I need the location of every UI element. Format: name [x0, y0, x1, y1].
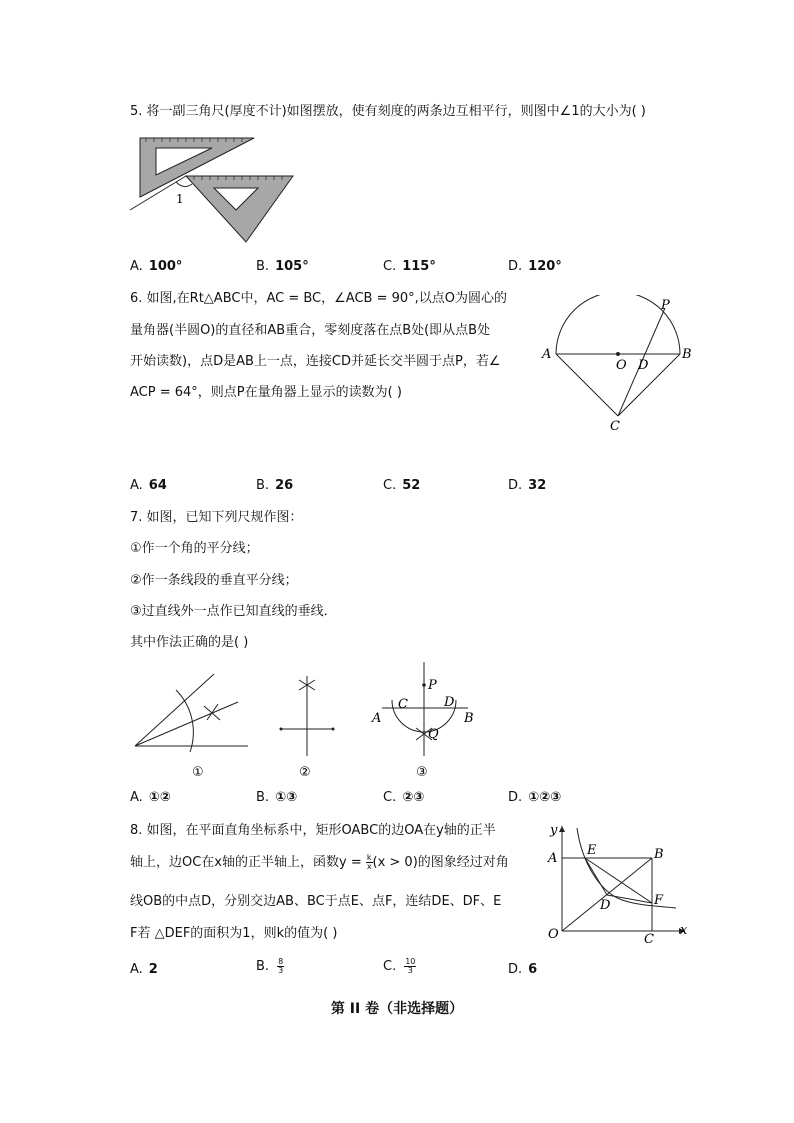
q8-option-d[interactable]: D. 6	[508, 962, 538, 977]
q7-label-b: B	[464, 711, 474, 726]
q5-stem: 5. 将一副三角尺(厚度不计)如图摆放，使有刻度的两条边互相平行，则图中∠1的大小为( )	[130, 104, 646, 119]
q6-line-4: ACP = 64°，则点P在量角器上显示的读数为( )	[130, 385, 402, 400]
q6-label-o: O	[616, 358, 627, 373]
q6-line-2: 量角器(半圆O)的直径和AB重合，零刻度落在点B处(即从点B处	[130, 323, 491, 338]
q7-line-4: ③过直线外一点作已知直线的垂线．	[130, 604, 337, 619]
q6-label-d: D	[638, 358, 649, 373]
section-title: 第 II 卷（非选择题）	[330, 1001, 464, 1017]
q5-option-a[interactable]: A. 100°	[130, 259, 183, 274]
q8-line-2: 轴上，边OC在x轴的正半轴上，函数y = $\frac{k}{x}$ (x > 0)的图象经过对角	[130, 853, 509, 871]
q8-line-3: 线OB的中点D，分别交边AB、BC于点E、点F，连结DE、DF、E	[130, 894, 502, 909]
q8-option-b[interactable]: B. $\frac{8}{3}$	[256, 957, 284, 975]
q7-option-b[interactable]: B. ①③	[256, 790, 298, 805]
q7-line-5: 其中作法正确的是( )	[130, 635, 249, 650]
q5-angle-label: 1	[176, 192, 184, 206]
q8-line-1: 8. 如图，在平面直角坐标系中，矩形OABC的边OA在y轴的正半	[130, 823, 496, 838]
q8-label-b: B	[654, 847, 664, 862]
q6-option-a[interactable]: A. 64	[130, 478, 167, 493]
q8-label-c: C	[644, 932, 654, 946]
q6-protractor-figure	[538, 295, 698, 435]
q7-figure-2-label: ②	[299, 765, 311, 780]
q8-label-f: F	[654, 893, 664, 908]
q7-option-d[interactable]: D. ①②③	[508, 790, 562, 805]
q6-label-b: B	[682, 347, 692, 362]
q8-label-d: D	[600, 898, 611, 913]
q8-label-y: y	[550, 823, 558, 838]
q7-label-a: A	[372, 711, 382, 726]
q6-option-c[interactable]: C. 52	[383, 478, 421, 493]
q6-option-b[interactable]: B. 26	[256, 478, 294, 493]
q7-label-q: Q	[428, 727, 439, 742]
q7-line-2: ①作一个角的平分线；	[130, 541, 259, 556]
q7-figure-3	[368, 660, 488, 783]
q7-option-a[interactable]: A. ①②	[130, 790, 171, 805]
q7-label-c: C	[398, 697, 408, 712]
q7-option-c[interactable]: C. ②③	[383, 790, 425, 805]
q7-line-3: ②作一条线段的垂直平分线；	[130, 573, 298, 588]
q6-line-1: 6. 如图,在Rt△ABC中，AC = BC，∠ACB = 90°,以点O为圆心的	[130, 291, 508, 306]
q7-figure-1	[130, 668, 255, 783]
q6-line-3: 开始读数)，点D是AB上一点，连接CD并延长交半圆于点P，若∠	[130, 354, 501, 369]
q5-option-c[interactable]: C. 115°	[383, 259, 436, 274]
q8-option-a[interactable]: A. 2	[130, 962, 158, 977]
q7-figure-2	[275, 668, 345, 783]
q8-label-e: E	[587, 843, 597, 858]
q8-line-4: F若 △DEF的面积为1，则k的值为( )	[130, 926, 338, 941]
q6-option-d[interactable]: D. 32	[508, 478, 547, 493]
q8-label-a: A	[548, 851, 558, 866]
q5-option-b[interactable]: B. 105°	[256, 259, 309, 274]
q7-label-d: D	[444, 695, 455, 710]
q7-line-1: 7. 如图，已知下列尺规作图：	[130, 510, 303, 525]
q7-figure-1-label: ①	[192, 765, 204, 780]
q5-triangle-rulers-figure	[126, 130, 301, 248]
q7-figure-3-label: ③	[416, 765, 428, 780]
q8-coordinate-figure	[540, 818, 695, 946]
q6-label-a: A	[542, 347, 552, 362]
q5-option-d[interactable]: D. 120°	[508, 259, 562, 274]
q8-label-o: O	[548, 927, 559, 942]
q8-label-x: x	[680, 923, 688, 938]
q8-option-c[interactable]: C. $\frac{10}{3}$	[383, 957, 416, 975]
q7-label-p: P	[428, 678, 437, 693]
q8-fraction: $\frac{k}{x}$	[366, 853, 372, 871]
q6-label-p: P	[661, 298, 670, 313]
q6-label-c: C	[610, 419, 620, 434]
